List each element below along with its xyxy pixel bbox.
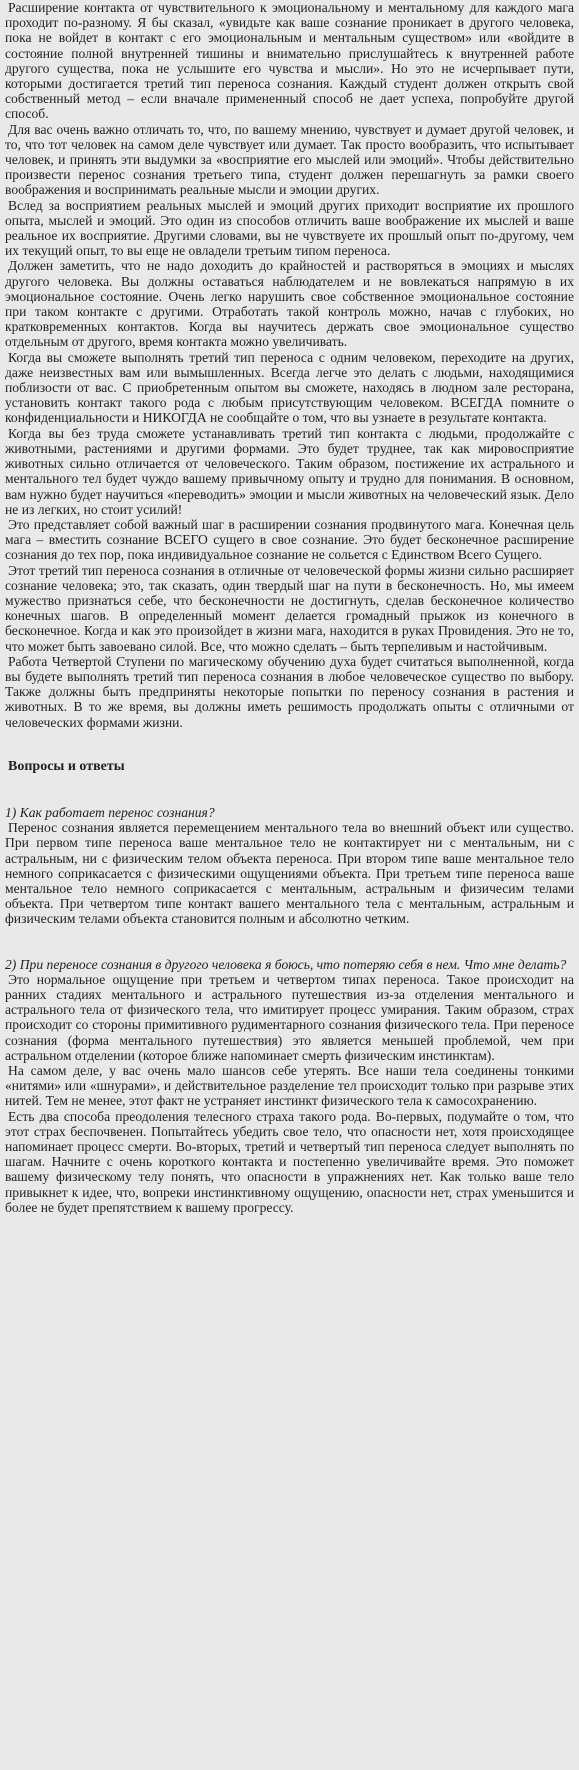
answer-paragraph: Перенос сознания является перемещением ментального тела во внешний объект или существо. При первом типе переноса ваше ментальное тело не контактирует ни с ментальным, ни с астральным, ни с физическим телом объекта переноса. При втором типе ваше ментальное тело немного соприкасается с физическими ощущениями объекта. При третьем типе переноса ваше ментальное тело немного соприкасается с ментальным, астральным и физичесим телами объекта. При четвертом типе контакт вашего ментального тела с ментальным, астральным и физическим телами объекта становится полным и абсолютно четким. [5,820,574,927]
section-heading: Вопросы и ответы [8,758,125,774]
question-block [5,957,574,1215]
answer-paragraph: Это нормальное ощущение при третьем и четвертом типах переноса. Такое происходит на ранних стадиях ментального и астрального путешествия из-за отделения ментального и астрального тела от физического тела, что имитирует процесс умирания. Таким образом, страх происходит со стороны примитивного рудиментарного сознания физического тела. При переносе сознания (форма ментального путешествия) это является меньшей проблемой, чем при астральном отделении (которое ближе напоминает смерть физическим инстинктам). [5,971,574,1063]
paragraph: Когда вы сможете выполнять третий тип переноса с одним человеком, переходите на других, даже неизвестных вам или вымышленных. Всегда легче это делать с людьми, находящимися поблизости от вас. С приобретенным опытом вы сможете, находясь в людном зале ресторана, установить контакт такого рода с любым присутствующим человеком. ВСЕГДА помните о конфиденциальности и НИКОГДА не сообщайте о том, что вы узнаете в результате контакта. [5,349,574,426]
paragraph: Для вас очень важно отличать то, что, по вашему мнению, чувствует и думает другой человек, и то, что тот человек на самом деле чувствует или думает. Так просто вообразить, что испытывает человек, и принять эти выдумки за «восприятие его мыслей или эмоций». Чтобы действительно произвести перенос сознания третьего типа, студент должен перешагнуть за рамки своего воображения и воспринимать реальные мысли и эмоции других. [5,121,574,198]
paragraph: Работа Четвертой Ступени по магическому обучению духа будет считаться выполненной, когда вы будете выполнять третий тип переноса сознания в любое человеческое существо по выбору. Также должны быть предприняты некоторые попытки по переносу сознания в растения и животных. В то же время, вы должны иметь решимость продолжать опыты с отличными от человеческих формами жизни. [5,653,574,730]
answer-paragraph: Есть два способа преодоления телесного страха такого рода. Во-первых, подумайте о том, что этот страх беспочвенен. Попытайтесь убедить свое тело, что опасности нет, хотя происходящее напоминает процесс смерти. Во-вторых, третий и четвертый тип переноса следует выполнять по шагам. Начните с очень короткого контакта и постепенно увеличивайте время. Это поможет вашему физическому телу понять, что опасности в упражнениях нет. Как только ваше тело привыкнет к идее, что, вопреки инстинктивному ощущению, опасности нет, страх уменьшится и более не будет препятствием к вашему прогрессу. [5,1108,574,1215]
paragraph: Это представляет собой важный шаг в расширении сознания продвинутого мага. Конечная цель мага – вместить сознание ВСЕГО сущего в свое сознание. Это будет бесконечное расширение сознания до тех пор, пока индивидуальное сознание не сольется с Единством Всего Сущего. [5,516,574,563]
answer-paragraph: На самом деле, у вас очень мало шансов себе утерять. Все наши тела соединены тонкими «нитями» или «шнурами», и действительное разделение тел происходит только при разрыве этих нитей. Тем не менее, этот факт не устраняет инстинкт физического тела к самосохранению. [5,1063,574,1109]
question-text: 2) При переносе сознания в другого человека я боюсь, что потеряю себя в нем. Что мне делать? [5,956,567,972]
paragraph: Когда вы без труда сможете устанавливать третий тип контакта с людьми, продолжайте с животными, растениями и другими формами. Это будет труднее, так как мировосприятие животных сильно отличается от человеческого. Таким образом, постижение их астрального и ментального тел будет чуждо вашему привычному опыту и трудно для понимания. В основном, вам нужно будет научиться «переводить» эмоции и мысли животных на человеческий язык. Дело не из легких, но стоит усилий! [5,425,574,517]
paragraph: Расширение контакта от чувствительного к эмоциональному и ментальному для каждого мага проходит по-разному. Я бы сказал, «увидьте как ваше сознание проникает в другого человека, пока не войдет в контакт с его эмоциональным и ментальным существом» или «войдите в состояние полной внутренней тишины и внимательно прислушайтесь к внутренней работе другого существа, пока не услышите его чувства и мысли». Но это не исчерпывает пути, которыми достигается третий тип переноса сознания. Каждый студент должен открыть свой собственный метод – если вначале примененный способ не дает успеха, попробуйте другой способ. [5,0,574,122]
paragraph: Этот третий тип переноса сознания в отличные от человеческой формы жизни сильно расширяет сознание человека; это, так сказать, один твердый шаг на пути в бесконечность. Но, мы имеем мужество признаться себе, что бесконечности не достигнуть, сделав бесконечное количество конечных шагов. В определенный момент делается громадный прыжок из конечного в бесконечное. Когда и как это произойдет в жизни мага, находится в руках Провидения. Это не то, что может быть завоевано силой. Все, что можно сделать – быть терпеливым и настойчивым. [5,562,574,654]
question-block [5,805,574,927]
question-text: 1) Как работает перенос сознания? [5,804,215,820]
paragraph: Вслед за восприятием реальных мыслей и эмоций других приходит восприятие их прошлого опыта, мыслей и эмоций. Это один из способов отличить ваше воображение их мыслей и ваше реальное их восприятие. Другими словами, вы не чувствуете их прошлый опыт по-другому, чем их текущий опыт, то вы еще не овладели третьим типом переноса. [5,197,574,259]
paragraph: Должен заметить, что не надо доходить до крайностей и растворяться в эмоциях и мыслях другого человека. Вы должны оставаться наблюдателем и не вовлекаться напрямую в их эмоциональное состояние. Очень легко нарушить свое собственное эмоциональное состояние при таком контакте с другими. Отработать такой контроль можно, начав с глубоких, но кратковременных контактов. Когда вы научитесь держать свое эмоциональное существо отдельным от другого, время контакта можно увеличивать. [5,258,574,350]
